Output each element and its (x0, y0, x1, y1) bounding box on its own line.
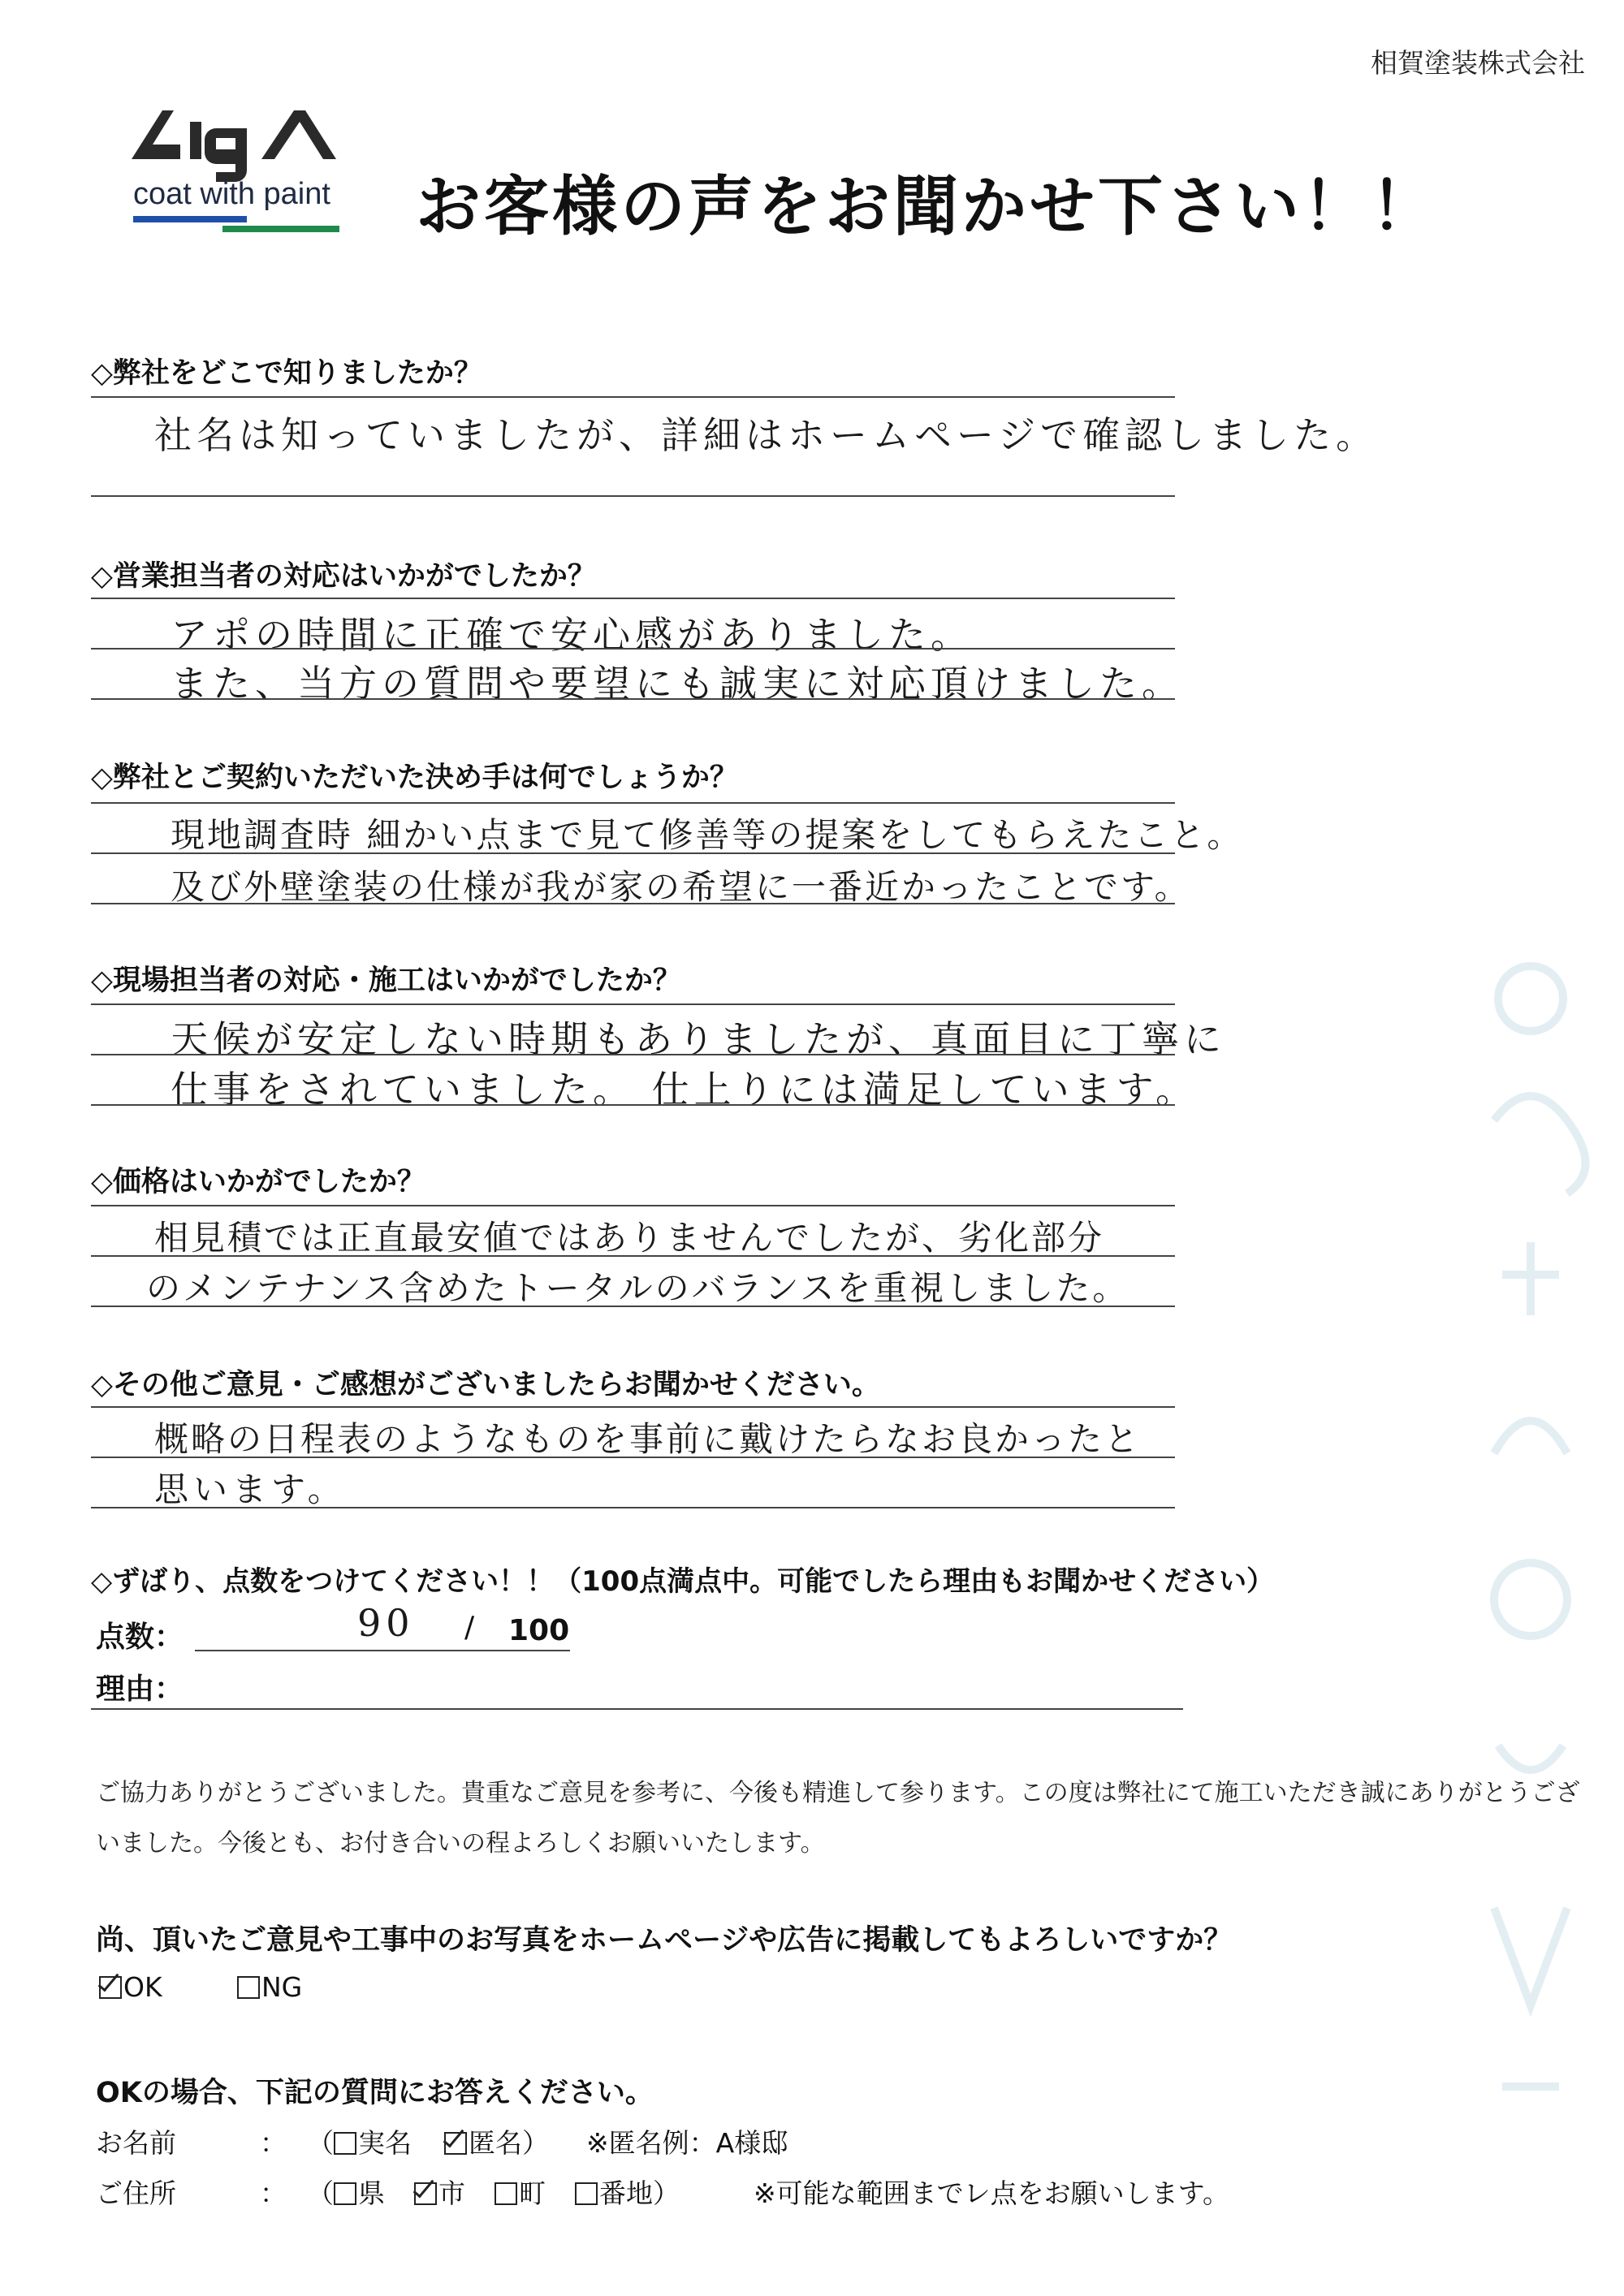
anon-name-checkbox[interactable] (444, 2132, 467, 2155)
logo-tagline: coat with paint (133, 177, 330, 211)
score-slash: / (464, 1611, 475, 1644)
company-logo (132, 104, 343, 242)
real-name-label: 実名 (358, 2127, 412, 2159)
question-3: ◇弊社とご契約いただいた決め手は何でしょうか？ (91, 762, 738, 794)
town-checkbox[interactable] (495, 2182, 517, 2205)
answer-1-line-1: 社名は知っていましたが、詳細はホームページで確認しました。 (154, 413, 1379, 457)
ng-label: NG (261, 1971, 303, 2003)
pref-checkbox[interactable] (334, 2182, 356, 2205)
reason-line (91, 1708, 1183, 1710)
answer-4-line-1: 天候が安定しない時期もありましたが、真面目に丁寧に (171, 1017, 1226, 1061)
answer-line (91, 852, 1175, 854)
answer-line (91, 698, 1175, 700)
answer-line (91, 1457, 1175, 1458)
real-name-checkbox[interactable] (334, 2132, 356, 2155)
address-label: ご住所 (96, 2177, 176, 2209)
question-4: ◇現場担当者の対応・施工はいかがでしたか？ (91, 965, 681, 997)
answer-5-line-2: のメンテナンス含めたトータルのバランスを重視しました。 (146, 1268, 1129, 1308)
answer-3-line-2: 及び外壁塗装の仕様が我が家の希望に一番近かったことです。 (171, 867, 1191, 907)
permission-question: 尚、頂いたご意見や工事中のお写真をホームページや広告に掲載してもよろしいですか？ (96, 1924, 1233, 1957)
lot-checkbox[interactable] (575, 2182, 598, 2205)
ng-option[interactable] (237, 1971, 302, 2003)
thanks-message: ご協力ありがとうございました。貴重なご意見を参考に、今後も精進して参ります。この度は弊社にて施工いただき誠にありがとうございました。今後とも、お付き合いの程よろしくお願いいたします。 (96, 1779, 1580, 1858)
name-label: お名前 (96, 2127, 176, 2159)
answer-line (91, 1054, 1175, 1055)
answer-2-line-2: また、当方の質問や要望にも誠実に対応頂けました。 (171, 662, 1184, 706)
question-2: ◇営業担当者の対応はいかがでしたか？ (91, 560, 596, 593)
answer-line (91, 1306, 1175, 1307)
name-options (307, 2122, 549, 2160)
answer-line (91, 1255, 1175, 1257)
answer-2-line-1: アポの時間に正確で安心感がありました。 (171, 613, 973, 657)
ok-checkbox[interactable] (99, 1976, 122, 1999)
answer-4-line-2: 仕事をされていました。 仕上りには満足しています。 (171, 1068, 1198, 1111)
answer-line (91, 1406, 1175, 1408)
address-note: ※可能な範囲までレ点をお願いします。 (754, 2177, 1230, 2209)
address-open-paren: （ (307, 2177, 334, 2209)
answer-5-line-1: 相見積では正直最安値ではありませんでしたが、劣化部分 (154, 1218, 1105, 1258)
town-label: 町 (519, 2177, 546, 2209)
address-options (307, 2173, 680, 2211)
score-label: 点数： (96, 1621, 184, 1654)
score-underline (195, 1650, 570, 1651)
score-question: ◇ずばり、点数をつけてください！！（100点満点中。可能でしたら理由もお聞かせください） (91, 1565, 1275, 1598)
answer-line (91, 1104, 1175, 1106)
score-max: 100 (508, 1614, 570, 1647)
page-title: お客様の声をお聞かせ下さい！！ (416, 169, 1439, 244)
question-1: ◇弊社をどこで知りましたか？ (91, 357, 482, 390)
answer-6-line-1: 概略の日程表のようなものを事前に戴けたらなお良かったと (154, 1419, 1142, 1459)
answer-line (91, 648, 1175, 650)
answer-line (91, 1507, 1175, 1508)
answer-line (91, 903, 1175, 904)
answer-line (91, 1205, 1175, 1206)
address-colon: ： (260, 2177, 287, 2209)
score-value: 90 (357, 1601, 415, 1645)
name-note: ※匿名例：A様邸 (586, 2127, 788, 2159)
ok-label: OK (123, 1971, 162, 2003)
question-5: ◇価格はいかがでしたか？ (91, 1166, 425, 1198)
answer-line (91, 598, 1175, 599)
name-open-paren: （ (307, 2127, 334, 2159)
ng-checkbox[interactable] (237, 1976, 260, 1999)
ok-section-heading: OKの場合、下記の質問にお答えください。 (96, 2077, 654, 2109)
watermark-graphic (1470, 934, 1592, 2151)
answer-3-line-1: 現地調査時 細かい点まで見て修善等の提案をしてもらえたこと。 (171, 815, 1244, 855)
reason-label: 理由： (96, 1672, 184, 1706)
answer-6-line-2: 思います。 (154, 1470, 347, 1509)
city-checkbox[interactable] (414, 2182, 437, 2205)
ok-option[interactable] (99, 1971, 162, 2003)
question-6: ◇その他ご意見・ご感想がございましたらお聞かせください。 (91, 1369, 880, 1401)
answer-line (91, 1003, 1175, 1005)
answer-line (91, 802, 1175, 804)
city-label: 市 (438, 2177, 465, 2209)
answer-line (91, 495, 1175, 497)
lot-label: 番地） (599, 2177, 680, 2209)
company-name: 相賀塗装株式会社 (1371, 47, 1585, 79)
anon-name-label: 匿名） (469, 2127, 549, 2159)
name-colon: ： (260, 2127, 287, 2159)
pref-label: 県 (358, 2177, 385, 2209)
answer-line (91, 396, 1175, 398)
